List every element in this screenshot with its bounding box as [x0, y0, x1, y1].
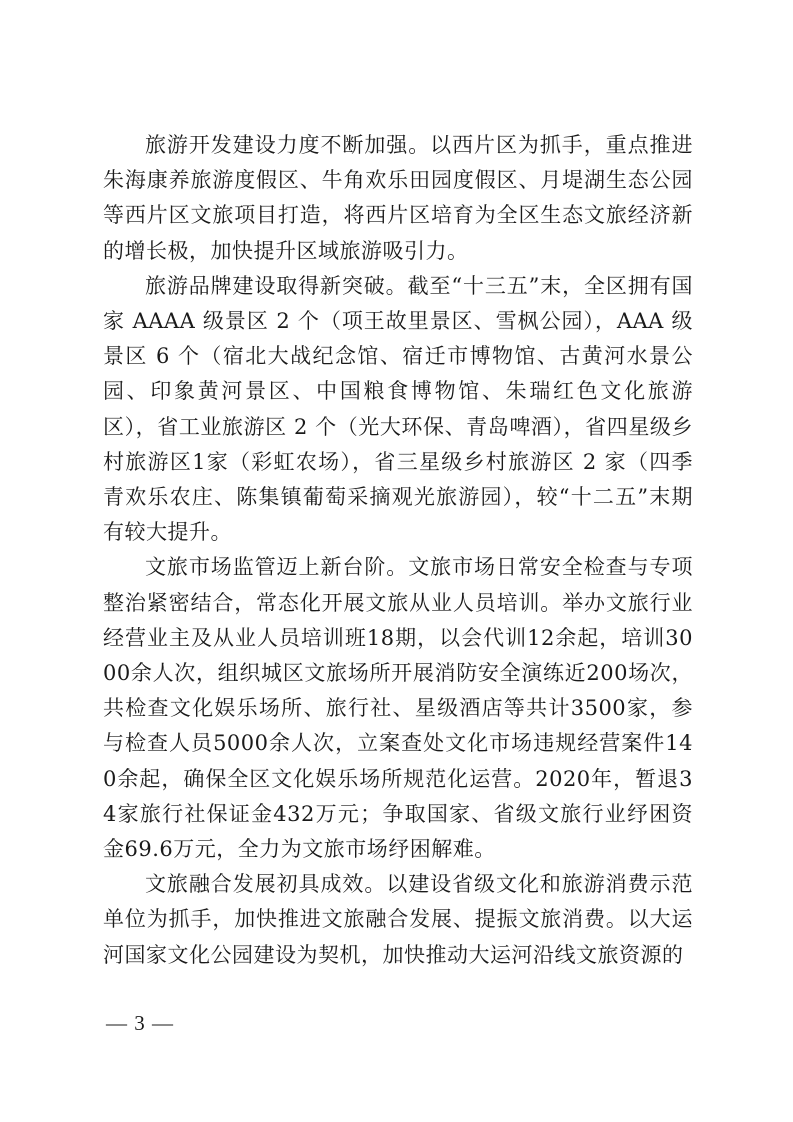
paragraph-culture-tourism-integration: 文旅融合发展初具成效。以建设省级文化和旅游消费示范单位为抓手，加快推进文旅融合发展、提振文旅消费。以大运河国家文化公园建设为契机，加快推动大运河沿线文旅资源的: [103, 872, 693, 967]
paragraph-tourism-development: 旅游开发建设力度不断加强。以西片区为抓手，重点推进朱海康养旅游度假区、牛角欢乐田园度假区、月堤湖生态公园等西片区文旅项目打造，将西片区培育为全区生态文旅经济新的增长极，加快提升区域旅游吸引力。: [103, 133, 693, 263]
paragraph-tourism-brand: 旅游品牌建设取得新突破。截至“十三五”末，全区拥有国家 AAAA 级景区 2 个（项王故里景区、雪枫公园），AAA 级景区 6 个（宿北大战纪念馆、宿迁市博物馆、古黄河水景公园、印象黄河景区、中国粮食博物馆、朱瑞红色文化旅游区），省工业旅游区 2 个（光大环保、青岛啤酒），省四星级乡村旅游区1家（彩虹农场），省三星级乡村旅游区 2 家（四季青欢乐农庄、陈集镇葡萄采摘观光旅游园），较“十二五”末期有较大提升。: [103, 273, 693, 545]
page-number: — 3 —: [106, 1011, 174, 1035]
paragraph-market-supervision: 文旅市场监管迈上新台阶。文旅市场日常安全检查与专项整治紧密结合，常态化开展文旅从业人员培训。举办文旅行业经营业主及从业人员培训班18期，以会代训12余起，培训3000余人次，组织城区文旅场所开展消防安全演练近200场次，共检查文化娱乐场所、旅行社、星级酒店等共计3500家，参与检查人员5000余人次，立案查处文化市场违规经营案件140余起，确保全区文化娱乐场所规范化运营。2020年，暂退34家旅行社保证金432万元；争取国家、省级文旅行业纾困资金69.6万元，全力为文旅市场纾困解难。: [103, 555, 693, 862]
document-body: [103, 128, 693, 973]
